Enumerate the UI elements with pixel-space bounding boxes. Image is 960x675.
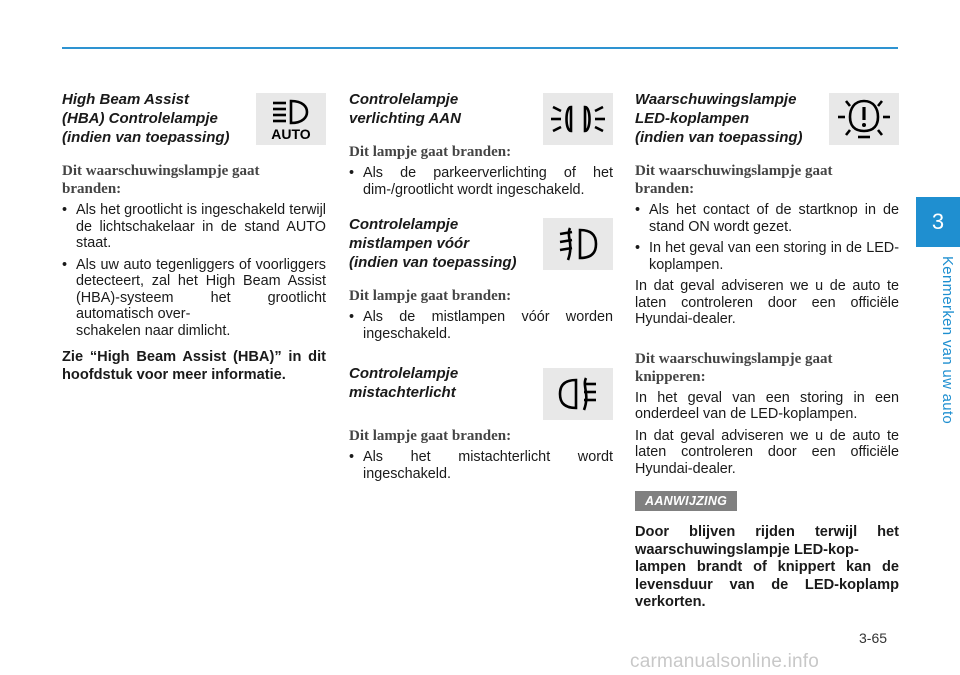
high-beam-auto-icon xyxy=(256,93,326,145)
list-item: • Als de mistlampen vóór worden ingeschakeld. xyxy=(349,309,613,342)
section-heading: High Beam Assist (HBA) Controlelampje (indien van toepassing) xyxy=(62,91,230,146)
column-led-headlamp xyxy=(635,90,899,612)
column-high-beam-assist xyxy=(62,90,326,384)
watermark: carmanualsonline.info xyxy=(630,651,820,672)
front-fog-lamp-icon xyxy=(543,218,613,270)
subheading: Dit waarschuwingslampje gaat branden: xyxy=(635,163,833,197)
section-high-beam-assist xyxy=(62,90,326,384)
list-item: • Als uw auto tegenliggers of voorliggers detecteert, zal het High Beam Assist (HBA)-systeem het grootlicht automatisch over- schakelen naar dimlicht. xyxy=(62,257,326,340)
page-number: 3-65 xyxy=(859,630,888,646)
paragraph: In dat geval adviseren we u de auto te laten controleren door een officiële Hyundai-dealer. xyxy=(635,427,899,477)
chapter-title: Kenmerken van uw auto xyxy=(939,256,956,425)
bullet-list xyxy=(349,309,613,342)
rear-fog-lamp-icon xyxy=(543,368,613,420)
bullet-list xyxy=(349,165,613,198)
high-beam-icon xyxy=(271,98,311,126)
bullet-list xyxy=(635,202,899,273)
section-heading: Controlelampje verlichting AAN xyxy=(349,91,461,127)
notice-text: Door blijven rijden terwijl het waarschuwingslampje LED-kop- lampen brandt of knippert kan de levensduur van de LED-koplamp verkorten. xyxy=(635,524,899,610)
chapter-number-tab[interactable] xyxy=(916,197,960,247)
notice-badge: AANWIJZING xyxy=(635,491,737,511)
section-position-lamp xyxy=(349,90,613,198)
section-rear-fog xyxy=(349,364,613,482)
notice-badge-wrap xyxy=(635,491,899,511)
subheading: Dit lampje gaat branden: xyxy=(349,428,512,444)
list-item: • Als het grootlicht is ingeschakeld terwijl de lichtschakelaar in de stand AUTO staat. xyxy=(62,202,326,252)
chapter-number: 3 xyxy=(931,209,945,234)
auto-label: AUTO xyxy=(271,125,311,142)
header-rule xyxy=(62,47,898,49)
paragraph: In het geval van een storing in een onderdeel van de LED-koplampen. xyxy=(635,389,899,422)
list-item: • Als de parkeerverlichting of het dim-/grootlicht wordt ingeschakeld. xyxy=(349,165,613,198)
subheading: Dit waarschuwingslampje gaat knipperen: xyxy=(635,350,833,385)
section-front-fog xyxy=(349,215,613,342)
list-item: • Als het mistachterlicht wordt ingeschakeld. xyxy=(349,449,613,482)
subheading: Dit waarschuwingslampje gaat branden: xyxy=(62,163,260,197)
led-headlamp-warning-icon xyxy=(829,93,899,145)
paragraph: In dat geval adviseren we u de auto te laten controleren door een officiële Hyundai-dealer. xyxy=(635,278,899,327)
column-lamp-indicators xyxy=(349,90,613,487)
bullet-list xyxy=(62,202,326,339)
section-heading: Waarschuwingslampje LED-koplampen (indien van toepassing) xyxy=(635,91,803,146)
section-heading: Controlelampje mistachterlicht xyxy=(349,365,459,401)
subheading: Dit lampje gaat branden: xyxy=(349,288,512,304)
position-lamp-icon xyxy=(543,93,613,145)
subheading: Dit lampje gaat branden: xyxy=(349,144,512,160)
list-item: • In het geval van een storing in de LED-koplampen. xyxy=(635,240,899,273)
list-item: • Als het contact of de startknop in de stand ON wordt gezet. xyxy=(635,202,899,235)
section-heading: Controlelampje mistlampen vóór (indien van toepassing) xyxy=(349,216,517,271)
see-also-note: Zie “High Beam Assist (HBA)” in dit hoofdstuk voor meer informatie. xyxy=(62,349,326,383)
section-led-headlamp xyxy=(635,90,899,612)
bullet-list xyxy=(349,449,613,482)
